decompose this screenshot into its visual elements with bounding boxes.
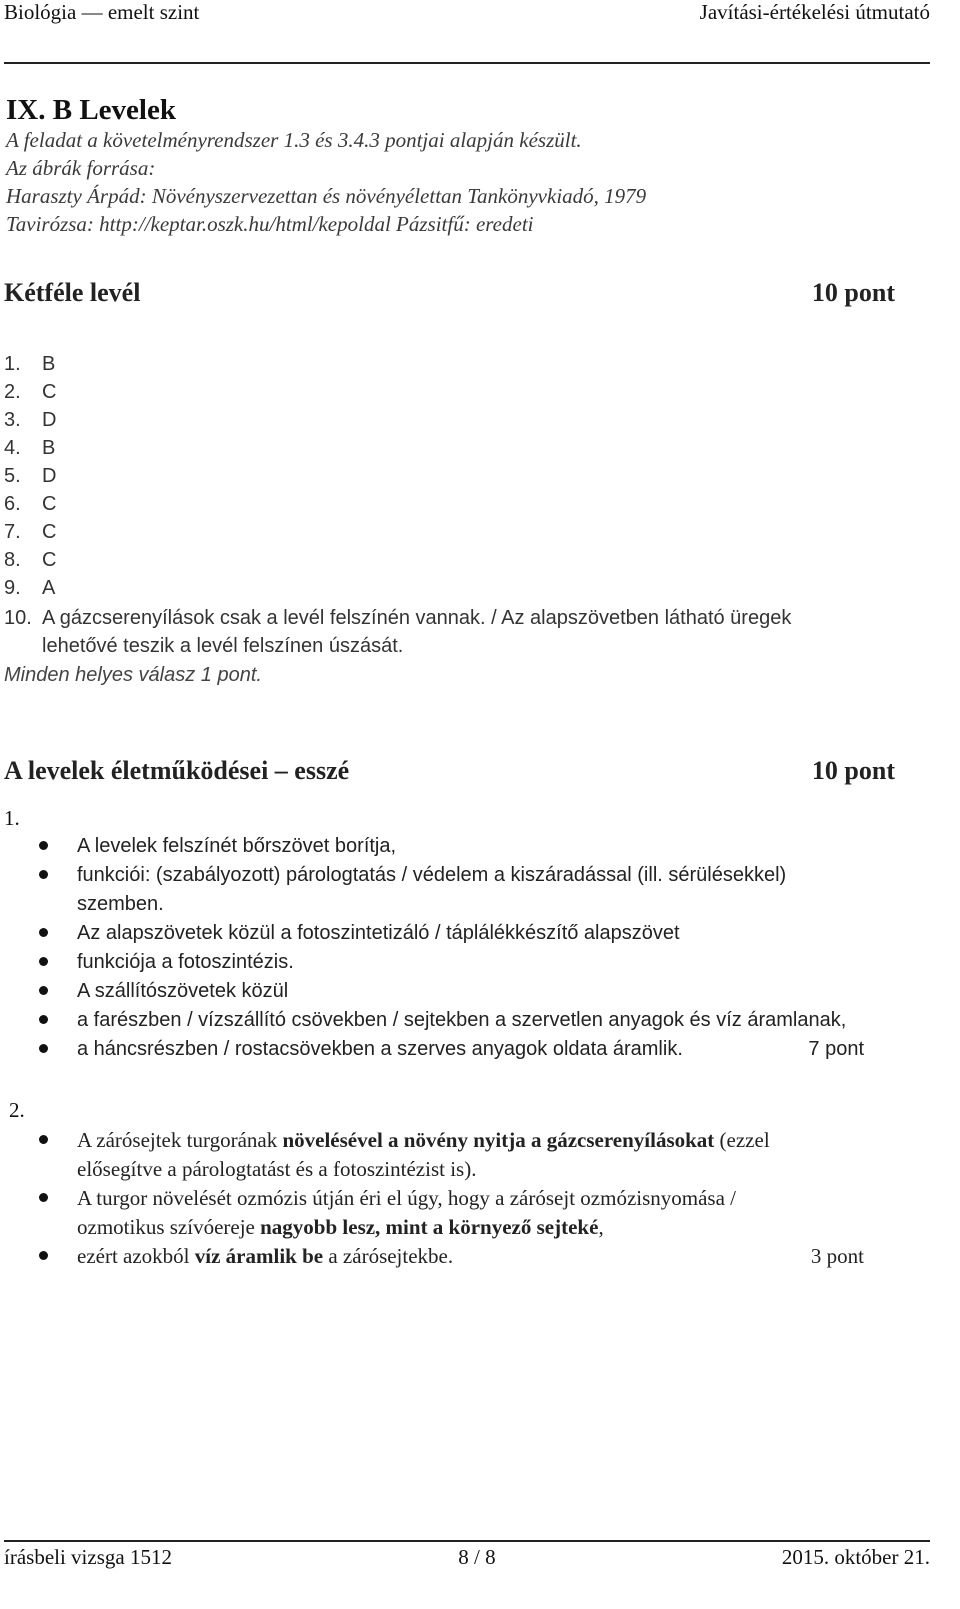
task-title-ketfele-level <box>4 278 895 308</box>
bullet-icon <box>39 957 48 966</box>
essay-part1-list <box>34 832 924 1064</box>
answer-text-line1: A gázcserenyílások csak a levél felszínén vannak. / Az alapszövetben látható üregek <box>42 607 792 629</box>
running-footer <box>4 1545 930 1569</box>
task-title-essze <box>4 756 895 786</box>
source-line: Haraszty Árpád: Növényszervezettan és növényélettan Tankönyvkiadó, 1979 <box>6 184 647 208</box>
answer-item <box>4 434 56 462</box>
scoring-note: Minden helyes válasz 1 pont. <box>4 664 262 686</box>
answer-item <box>4 490 56 518</box>
source-line: A feladat a követelményrendszer 1.3 és 3.4.3 pontjai alapján készült. <box>6 128 582 152</box>
bullet-item <box>34 832 924 861</box>
bullet-text-cont: szemben. <box>77 893 164 915</box>
section-title: IX. B Levelek <box>6 94 176 126</box>
bullet-text: (ezzel <box>714 1128 770 1152</box>
bullet-item <box>34 861 924 919</box>
answer-item <box>4 574 56 602</box>
answer-letter: B <box>42 437 56 459</box>
bullet-icon <box>39 841 48 850</box>
footer-page-number: 8 / 8 <box>458 1545 496 1569</box>
answer-number: 5. <box>4 465 21 487</box>
answer-item <box>4 462 56 490</box>
bullet-text: A turgor növelését ozmózis útján éri el úgy, hogy a zárósejt ozmózisnyomása / <box>77 1186 736 1210</box>
part-points: 3 pont <box>810 1244 864 1268</box>
footer-date: 2015. október 21. <box>781 1545 930 1569</box>
answer-item-10 <box>4 604 904 660</box>
answer-letter: C <box>42 381 57 403</box>
answer-item <box>4 518 56 546</box>
answer-letter: C <box>42 521 57 543</box>
answer-number: 7. <box>4 521 21 543</box>
answer-letter: C <box>42 493 57 515</box>
header-doc-type: Javítási-értékelési útmutató <box>699 0 930 24</box>
task-title-text: Kétféle levél <box>4 278 141 307</box>
bullet-icon <box>39 870 48 879</box>
bullet-text: A zárósejtek turgorának <box>77 1128 283 1152</box>
bullet-item <box>34 1184 924 1242</box>
bullet-text-cont: elősegítve a párologtatást és a fotoszintézist is). <box>77 1157 477 1181</box>
answer-letter: D <box>42 465 57 487</box>
answer-number: 3. <box>4 409 21 431</box>
bullet-item <box>34 919 924 948</box>
answer-item <box>4 546 56 574</box>
answer-list <box>4 350 56 602</box>
bullet-text: ezért azokból <box>77 1244 195 1268</box>
answer-number: 10. <box>4 607 32 629</box>
bullet-text: A szállítószövetek közül <box>77 980 289 1002</box>
answer-letter: A <box>42 577 56 599</box>
running-header <box>4 0 930 24</box>
bullet-text: A levelek felszínét bőrszövet borítja, <box>77 835 397 857</box>
header-rule <box>4 62 930 64</box>
bullet-text-bold: víz áramlik be <box>194 1244 324 1268</box>
bullet-text: a háncsrészben / rostacsövekben a szerves anyagok oldata áramlik. <box>77 1038 683 1060</box>
part-points: 7 pont <box>808 1038 864 1060</box>
task-title-text: A levelek életműködései – esszé <box>4 756 350 785</box>
answer-number: 6. <box>4 493 21 515</box>
answer-text-line2: lehetővé teszik a levél felszínen úszását. <box>42 635 404 657</box>
footer-rule <box>4 1540 930 1542</box>
bullet-text: a zárósejtekbe. <box>323 1244 454 1268</box>
task-points: 10 pont <box>811 756 895 785</box>
footer-exam-code: írásbeli vizsga 1512 <box>4 1545 172 1569</box>
task-points: 10 pont <box>811 278 895 307</box>
answer-letter: D <box>42 409 57 431</box>
bullet-text: Az alapszövetek közül a fotoszintetizáló / táplálékkészítő alapszövet <box>77 922 680 944</box>
answer-item <box>4 406 56 434</box>
bullet-text: , <box>598 1215 604 1239</box>
essay-part-number: 1. <box>4 806 20 830</box>
essay-part-number: 2. <box>9 1098 25 1122</box>
answer-number: 1. <box>4 353 21 375</box>
bullet-text: funkciója a fotoszintézis. <box>77 951 294 973</box>
bullet-icon <box>39 928 48 937</box>
bullet-item <box>34 948 924 977</box>
bullet-icon <box>39 986 48 995</box>
bullet-icon <box>39 1135 48 1144</box>
bullet-text-bold: növelésével a növény nyitja a gázcserenyílásokat <box>282 1128 715 1152</box>
answer-number: 4. <box>4 437 21 459</box>
bullet-item <box>34 1006 924 1035</box>
answer-letter: B <box>42 353 56 375</box>
bullet-icon <box>39 1251 48 1260</box>
bullet-text: ozmotikus szívóereje <box>77 1215 261 1239</box>
bullet-item <box>34 1242 924 1271</box>
bullet-item <box>34 977 924 1006</box>
bullet-item <box>34 1126 924 1184</box>
bullet-text: funkciói: (szabályozott) párologtatás / védelem a kiszáradással (ill. sérülésekkel) <box>77 864 787 886</box>
essay-part2-list <box>34 1126 924 1271</box>
answer-item <box>4 378 56 406</box>
source-line: Tavirózsa: http://keptar.oszk.hu/html/kepoldal Pázsitfű: eredeti <box>6 212 534 236</box>
answer-letter: C <box>42 549 57 571</box>
answer-number: 2. <box>4 381 21 403</box>
source-line: Az ábrák forrása: <box>6 156 156 180</box>
bullet-icon <box>39 1193 48 1202</box>
bullet-item <box>34 1035 924 1064</box>
answer-number: 8. <box>4 549 21 571</box>
header-subject: Biológia — emelt szint <box>4 0 200 24</box>
bullet-icon <box>39 1015 48 1024</box>
answer-item <box>4 350 56 378</box>
bullet-icon <box>39 1044 48 1053</box>
bullet-text-bold: nagyobb lesz, mint a környező sejteké <box>260 1215 599 1239</box>
answer-number: 9. <box>4 577 21 599</box>
bullet-text: a farészben / vízszállító csövekben / sejtekben a szervetlen anyagok és víz áramlanak, <box>77 1009 847 1031</box>
